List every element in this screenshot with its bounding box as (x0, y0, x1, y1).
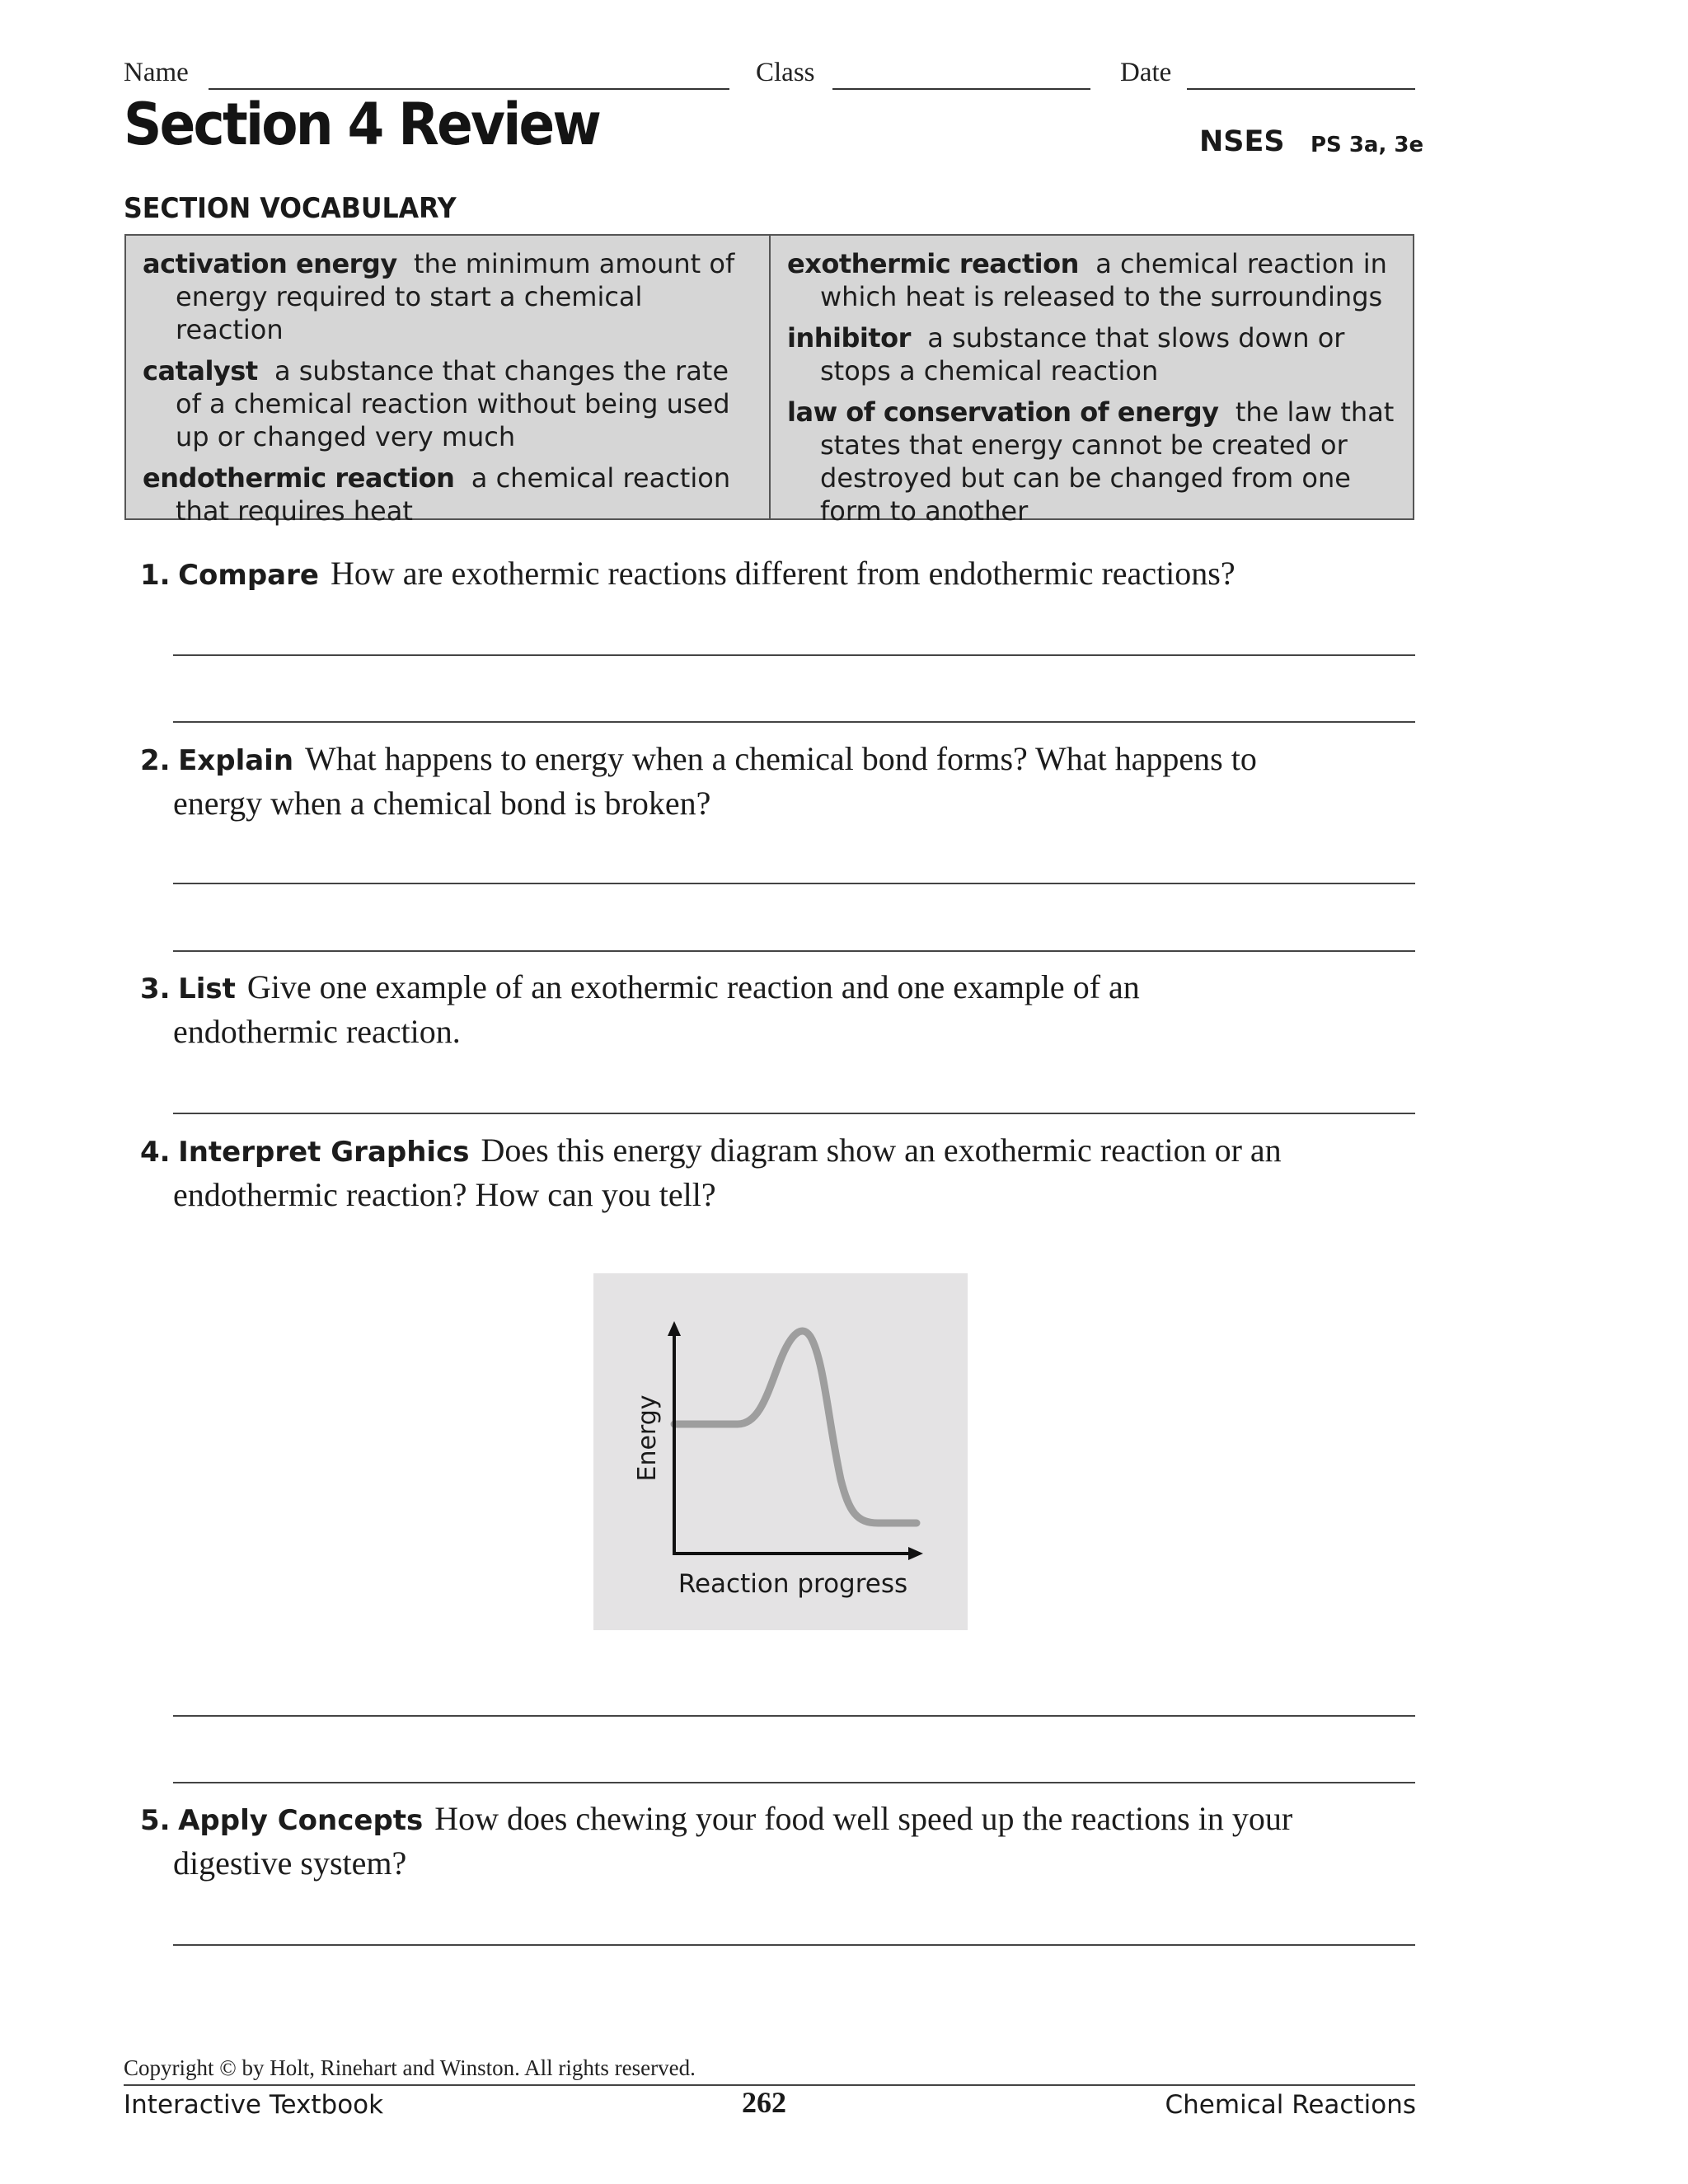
footer-book-title: Interactive Textbook (124, 2090, 384, 2120)
question-number: 4. (140, 1136, 171, 1169)
question-text-continued: endothermic reaction? How can you tell? (173, 1176, 716, 1213)
answer-line[interactable] (173, 883, 1415, 884)
question-keyword: Apply Concepts (178, 1804, 424, 1837)
question-1 (140, 552, 1418, 597)
question-text: Give one example of an exothermic reaction and one example of an (246, 968, 1140, 1005)
nses-codes: PS 3a, 3e (1311, 133, 1424, 157)
page-number: 262 (742, 2086, 786, 2119)
vocab-definition: a substance that changes the rate of a chemical reaction without being used up or changed very much (176, 355, 730, 452)
question-text-continued: digestive system? (173, 1844, 407, 1882)
vocab-term: exothermic reaction (787, 248, 1079, 279)
answer-line[interactable] (173, 721, 1415, 723)
class-label: Class (756, 58, 815, 87)
question-keyword: List (178, 972, 236, 1005)
vocabulary-column-left (143, 247, 753, 536)
question-text: Does this energy diagram show an exothermic reaction or an (481, 1132, 1282, 1169)
answer-line[interactable] (173, 654, 1415, 656)
question-keyword: Interpret Graphics (178, 1136, 470, 1169)
copyright-notice: Copyright © by Holt, Rinehart and Winston. All rights reserved. (124, 2055, 696, 2080)
footer-chapter-title: Chemical Reactions (1165, 2090, 1416, 2120)
vocab-definition: a substance that slows down or stops a chemical reaction (820, 322, 1345, 387)
question-text: How are exothermic reactions different from endothermic reactions? (330, 555, 1236, 592)
vocabulary-column-right (787, 247, 1405, 536)
y-axis-arrow-icon (668, 1321, 681, 1336)
energy-curve (674, 1331, 917, 1523)
question-text: What happens to energy when a chemical bond forms? What happens to (305, 740, 1257, 777)
date-field[interactable] (1187, 88, 1415, 90)
x-axis-arrow-icon (908, 1547, 923, 1560)
vocab-term: activation energy (143, 248, 397, 279)
question-number: 5. (140, 1804, 171, 1837)
name-label: Name (124, 58, 189, 87)
name-field[interactable] (209, 88, 729, 90)
vocabulary-box (124, 234, 1414, 527)
vocab-definition: a chemical reaction that requires heat (176, 462, 731, 527)
vocab-term: inhibitor (787, 322, 911, 354)
question-text-continued: endothermic reaction. (173, 1013, 461, 1050)
question-2 (140, 738, 1418, 826)
answer-line[interactable] (173, 1715, 1415, 1717)
y-axis-label: Energy (633, 1394, 662, 1482)
question-number: 3. (140, 972, 171, 1005)
vocab-entry (787, 396, 1405, 527)
class-field[interactable] (832, 88, 1090, 90)
vocab-term: catalyst (143, 355, 258, 387)
question-5 (140, 1797, 1418, 1886)
vocab-entry (787, 321, 1405, 387)
energy-diagram (593, 1273, 968, 1630)
question-keyword: Explain (178, 744, 294, 777)
vocabulary-heading: SECTION VOCABULARY (124, 192, 457, 225)
answer-line[interactable] (173, 1113, 1415, 1114)
answer-line[interactable] (173, 1944, 1415, 1946)
vocab-definition: a chemical reaction in which heat is released to the surroundings (820, 248, 1387, 312)
answer-line[interactable] (173, 1782, 1415, 1783)
x-axis-label: Reaction progress (678, 1569, 908, 1599)
vocab-entry (143, 462, 753, 527)
question-number: 2. (140, 744, 171, 777)
answer-line[interactable] (173, 950, 1415, 952)
date-label: Date (1120, 58, 1172, 87)
energy-diagram-svg (593, 1273, 968, 1630)
vocab-term: law of conservation of energy (787, 396, 1219, 428)
question-text-continued: energy when a chemical bond is broken? (173, 785, 711, 822)
question-3 (140, 966, 1418, 1054)
question-number: 1. (140, 559, 171, 592)
vocab-definition: the law that states that energy cannot be created or destroyed but can be changed from one form to another (820, 396, 1395, 527)
page-title: Section 4 Review (124, 91, 600, 158)
vocab-definition: the minimum amount of energy required to start a chemical reaction (176, 248, 735, 345)
question-keyword: Compare (178, 559, 319, 592)
question-4 (140, 1129, 1418, 1217)
vocab-entry (143, 247, 753, 346)
question-text: How does chewing your food well speed up the reactions in your (434, 1800, 1293, 1837)
vocab-term: endothermic reaction (143, 462, 455, 494)
nses-label: NSES (1199, 125, 1285, 158)
vocab-entry (143, 354, 753, 453)
vocab-entry (787, 247, 1405, 313)
vocabulary-divider (769, 236, 771, 518)
